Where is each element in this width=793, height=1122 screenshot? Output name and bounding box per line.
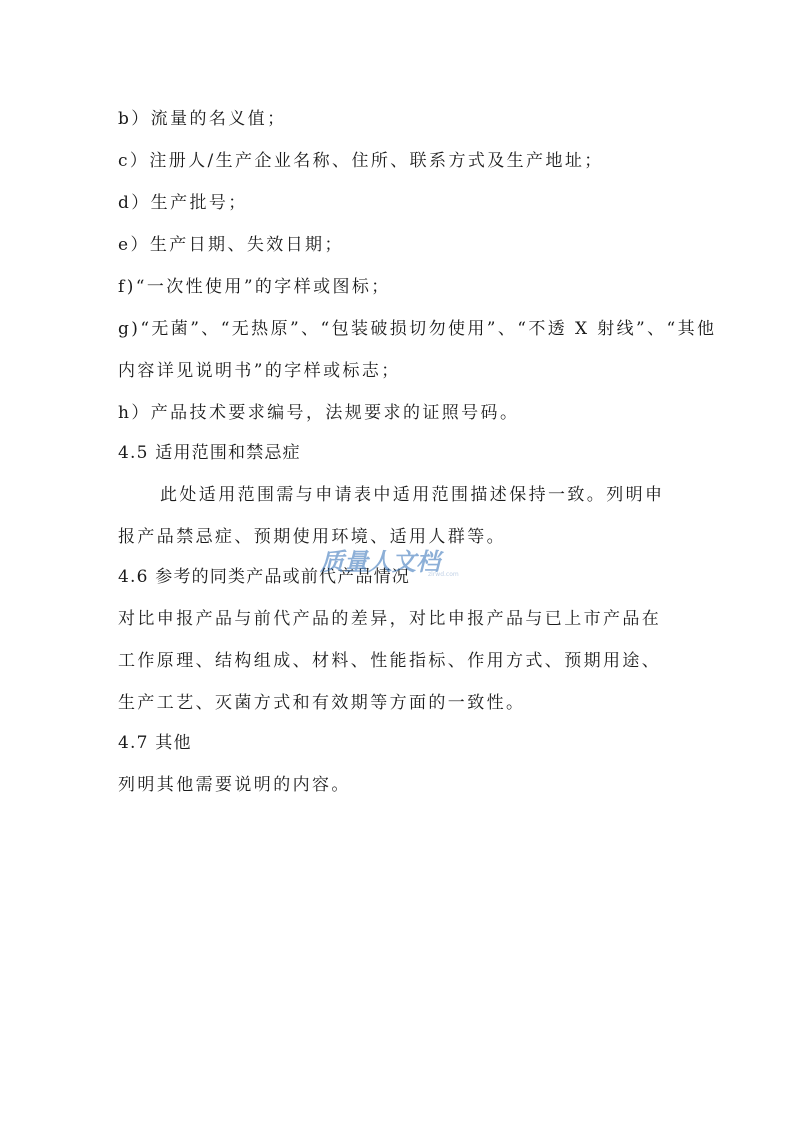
list-item-e: e）生产日期、失效日期； xyxy=(118,235,344,255)
paragraph-4-6-line-3: 生产工艺、灭菌方式和有效期等方面的一致性。 xyxy=(118,693,526,713)
list-item-h: h）产品技术要求编号，法规要求的证照号码。 xyxy=(118,403,520,423)
svg-text:zlrwd.com: zlrwd.com xyxy=(428,571,459,578)
list-item-b: b）流量的名义值； xyxy=(118,109,287,129)
svg-text:质量人文档: 质量人文档 xyxy=(320,548,440,576)
watermark-icon xyxy=(318,545,468,579)
paragraph-4-6-line-1: 对比申报产品与前代产品的差异，对比申报产品与已上市产品在 xyxy=(118,609,662,629)
list-item-g-continued: 内容详见说明书”的字样或标志； xyxy=(118,361,401,381)
section-heading-4-5: 4.5 适用范围和禁忌症 xyxy=(118,443,301,463)
paragraph-4-7: 列明其他需要说明的内容。 xyxy=(118,775,351,795)
paragraph-4-6-line-2: 工作原理、结构组成、材料、性能指标、作用方式、预期用途、 xyxy=(118,651,662,671)
watermark-logo xyxy=(318,545,468,579)
section-heading-4-6: 4.6 参考的同类产品或前代产品情况 xyxy=(118,567,411,587)
list-item-g: g)“无菌”、“无热原”、“包装破损切勿使用”、“不透 X 射线”、“其他 xyxy=(118,319,717,339)
list-item-c: c）注册人/生产企业名称、住所、联系方式及生产地址； xyxy=(118,151,604,171)
section-heading-4-7: 4.7 其他 xyxy=(118,733,192,753)
paragraph-4-5-line-1: 此处适用范围需与申请表中适用范围描述保持一致。列明申 xyxy=(160,485,665,505)
paragraph-4-5-line-2: 报产品禁忌症、预期使用环境、适用人群等。 xyxy=(118,527,506,547)
list-item-d: d）生产批号； xyxy=(118,193,248,213)
list-item-f: f)“一次性使用”的字样或图标； xyxy=(118,277,391,297)
